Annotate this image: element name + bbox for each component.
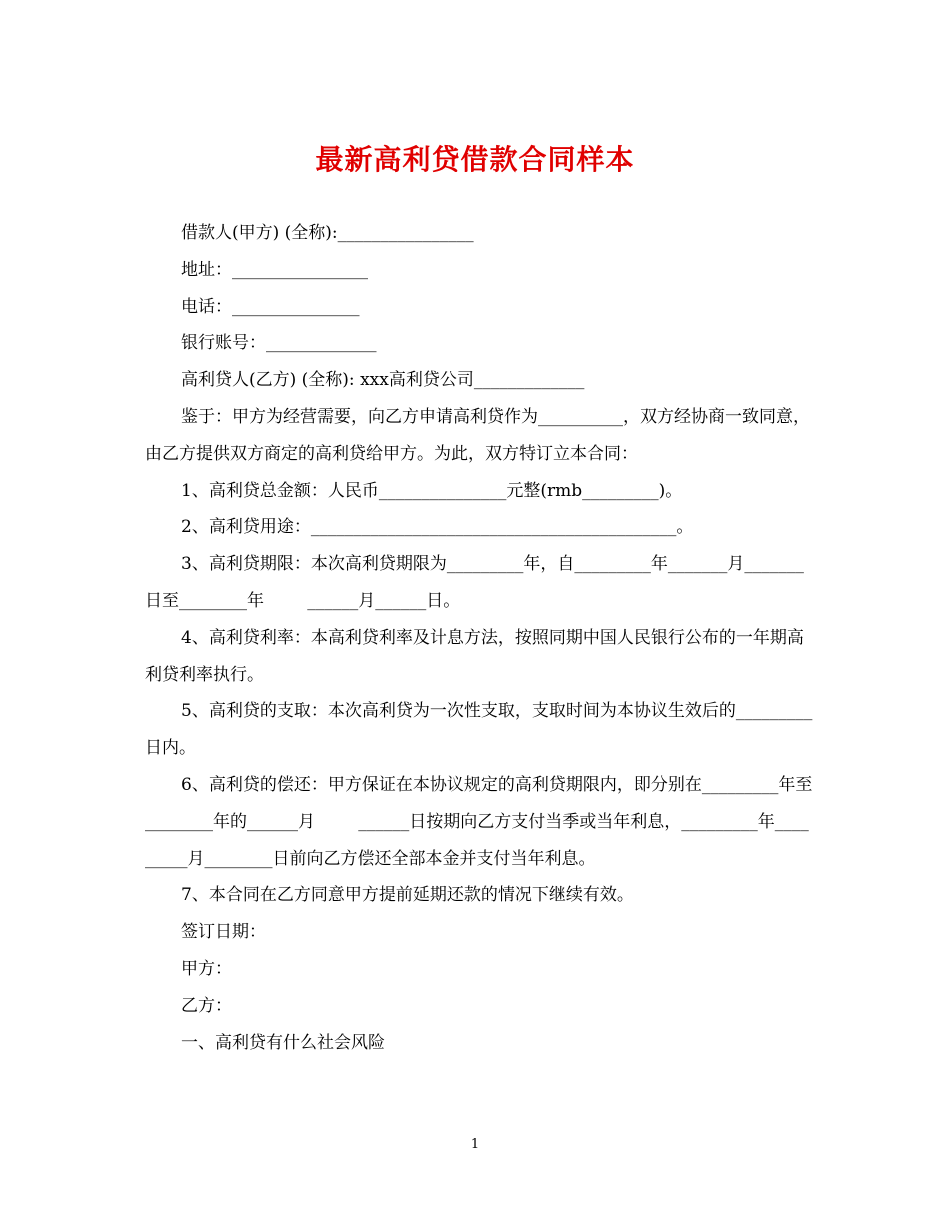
whereas-paragraph: 鉴于：甲方为经营需要，向乙方申请高利贷作为__________，双方经协商一致同意，由乙方提供双方商定的高利贷给甲方。为此，双方特订立本合同： [145,406,810,464]
clause-6-repayment: 6、高利贷的偿还：甲方保证在本协议规定的高利贷期限内，即分别在_________年至________年的______月 ______日按期向乙方支付当季或当年利息，_________年_________月________日前向乙方偿还全部本金并支付当年利息。 [145,774,813,869]
borrower-name-line: 借款人(甲方) (全称):________________ [181,223,474,243]
clause-3-term: 3、高利贷期限：本次高利贷期限为_________年，自_________年_______月_______日至________年 ______月______日。 [145,554,804,611]
clause-7-validity: 7、本合同在乙方同意甲方提前延期还款的情况下继续有效。 [181,885,634,906]
clause-5-drawdown: 5、高利贷的支取：本次高利贷为一次性支取，支取时间为本协议生效后的_________日内。 [145,701,813,759]
section-heading-risks: 一、高利贷有什么社会风险 [181,1032,385,1053]
signing-date-line: 签订日期： [181,922,266,943]
address-line: 地址：________________ [181,259,368,280]
party-b-signature-line: 乙方： [181,995,232,1016]
clause-1-amount: 1、高利贷总金额：人民币_______________元整(rmb_________)。 [181,480,683,501]
document-title: 最新高利贷借款合同样本 [315,143,635,176]
contract-body [145,215,813,1061]
lender-name-line: 高利贷人(乙方) (全称): xxx高利贷公司_____________ [181,370,585,391]
bank-account-line: 银行账号：_____________ [181,333,377,354]
page-number: 1 [470,1137,480,1152]
clause-2-purpose: 2、高利贷用途：___________________________________________。 [181,517,694,538]
clause-4-rate: 4、高利贷利率：本高利贷利率及计息方法，按照同期中国人民银行公布的一年期高利贷利率执行。 [145,627,804,685]
party-a-signature-line: 甲方： [181,958,232,979]
phone-line: 电话：_______________ [181,296,360,317]
